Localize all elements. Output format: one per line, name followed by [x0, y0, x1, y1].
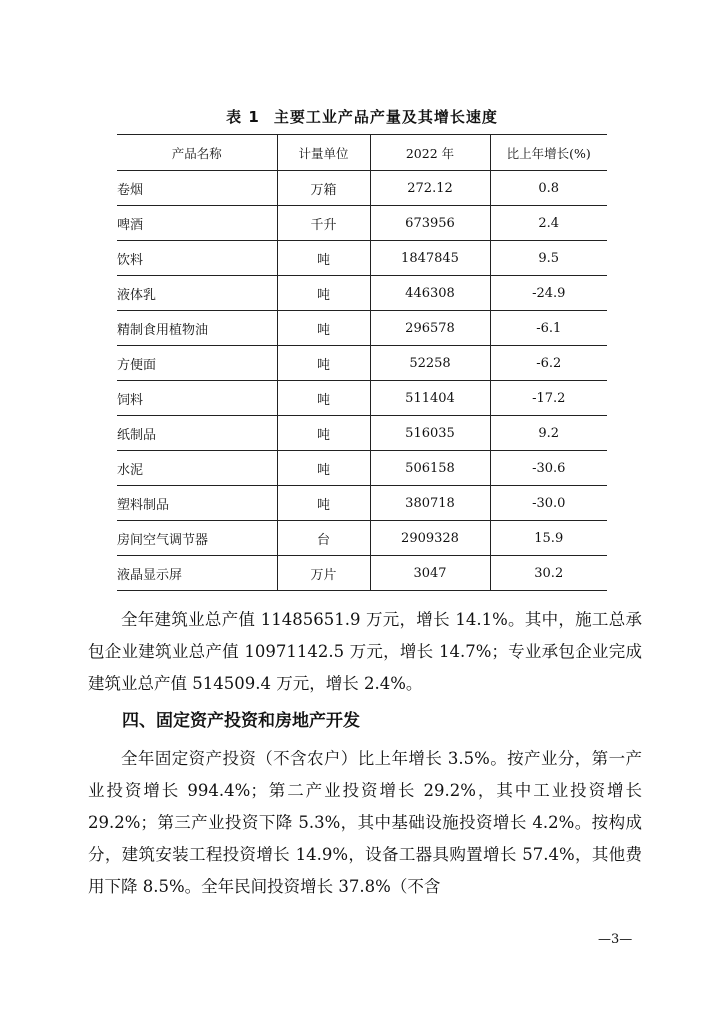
product-value: 511404 [370, 381, 490, 416]
product-unit: 吨 [277, 416, 370, 451]
page-number: —3— [598, 932, 633, 947]
product-unit: 吨 [277, 381, 370, 416]
product-name: 啤酒 [117, 206, 277, 241]
header-product-name: 产品名称 [117, 135, 277, 171]
table-row [117, 381, 607, 416]
product-name: 精制食用植物油 [117, 311, 277, 346]
product-value: 3047 [370, 556, 490, 591]
construction-paragraph [88, 604, 642, 700]
table-row [117, 521, 607, 556]
product-unit: 吨 [277, 486, 370, 521]
product-value: 272.12 [370, 171, 490, 206]
product-growth: -30.6 [490, 451, 607, 486]
product-unit: 台 [277, 521, 370, 556]
product-name: 塑料制品 [117, 486, 277, 521]
section-heading: 四、固定资产投资和房地产开发 [122, 711, 360, 731]
product-value: 506158 [370, 451, 490, 486]
table-title-text: 主要工业产品产量及其增长速度 [273, 108, 498, 126]
product-name: 液晶显示屏 [117, 556, 277, 591]
product-growth: 2.4 [490, 206, 607, 241]
product-unit: 万片 [277, 556, 370, 591]
product-value: 52258 [370, 346, 490, 381]
product-growth: 30.2 [490, 556, 607, 591]
table-row [117, 311, 607, 346]
header-unit: 计量单位 [277, 135, 370, 171]
product-growth: 9.2 [490, 416, 607, 451]
header-growth: 比上年增长(%) [490, 135, 607, 171]
product-value: 2909328 [370, 521, 490, 556]
product-unit: 吨 [277, 311, 370, 346]
table-header-row [117, 135, 607, 171]
table-title [0, 106, 724, 127]
product-value: 446308 [370, 276, 490, 311]
table-row [117, 451, 607, 486]
product-value: 673956 [370, 206, 490, 241]
product-value: 296578 [370, 311, 490, 346]
product-unit: 吨 [277, 451, 370, 486]
header-year: 2022 年 [370, 135, 490, 171]
product-growth: 9.5 [490, 241, 607, 276]
table-row [117, 486, 607, 521]
product-value: 380718 [370, 486, 490, 521]
product-unit: 吨 [277, 241, 370, 276]
investment-paragraph-text: 全年固定资产投资（不含农户）比上年增长 3.5%。按产业分，第一产业投资增长 994.4%；第二产业投资增长 29.2%，其中工业投资增长 29.2%；第三产业投资下降 5.3%，其中基础设施投资增长 4.2%。按构成分，建筑安装工程投资增长 14.9%，设备工器具购置增长 57.4%，其他费用下降 8.5%。全年民间投资增长 37.8%（不含 [88, 749, 642, 896]
product-value: 1847845 [370, 241, 490, 276]
product-name: 房间空气调节器 [117, 521, 277, 556]
table-number: 表 1 [226, 108, 260, 126]
table-row [117, 241, 607, 276]
product-name: 饲料 [117, 381, 277, 416]
table-row [117, 171, 607, 206]
product-growth: -6.2 [490, 346, 607, 381]
product-name: 水泥 [117, 451, 277, 486]
investment-paragraph [88, 743, 642, 903]
product-growth: -6.1 [490, 311, 607, 346]
product-unit: 吨 [277, 276, 370, 311]
table-row [117, 416, 607, 451]
product-name: 方便面 [117, 346, 277, 381]
product-growth: -24.9 [490, 276, 607, 311]
table-row [117, 346, 607, 381]
product-growth: -30.0 [490, 486, 607, 521]
table-row [117, 556, 607, 591]
product-name: 液体乳 [117, 276, 277, 311]
product-growth: 0.8 [490, 171, 607, 206]
product-name: 饮料 [117, 241, 277, 276]
product-unit: 吨 [277, 346, 370, 381]
table-row [117, 206, 607, 241]
table-row [117, 276, 607, 311]
product-unit: 万箱 [277, 171, 370, 206]
construction-paragraph-text: 全年建筑业总产值 11485651.9 万元，增长 14.1%。其中，施工总承包企业建筑业总产值 10971142.5 万元，增长 14.7%；专业承包企业完成建筑业总产值 514509.4 万元，增长 2.4%。 [88, 610, 642, 693]
industrial-products-table [117, 134, 607, 591]
product-unit: 千升 [277, 206, 370, 241]
product-growth: 15.9 [490, 521, 607, 556]
product-value: 516035 [370, 416, 490, 451]
product-name: 纸制品 [117, 416, 277, 451]
product-name: 卷烟 [117, 171, 277, 206]
product-growth: -17.2 [490, 381, 607, 416]
